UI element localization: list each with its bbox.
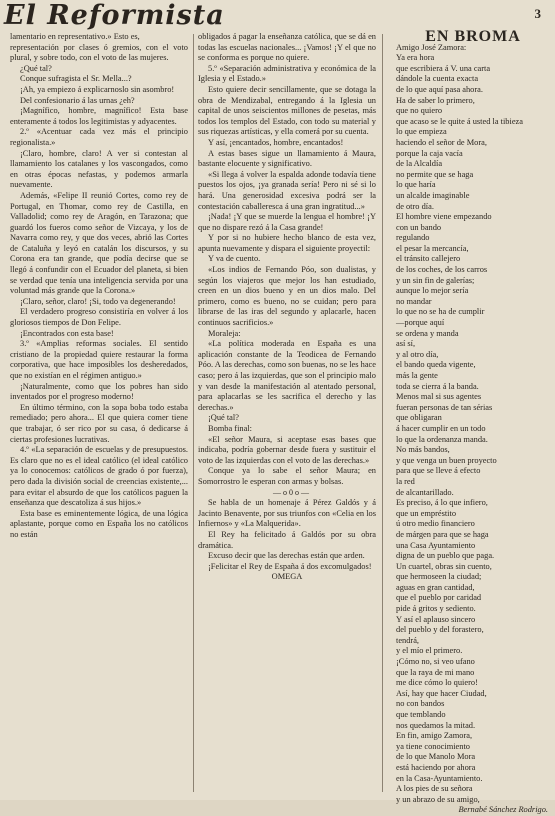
poem-line: más la gente (396, 371, 438, 380)
paragraph: El Rey ha felicitado á Galdós por su obra dramática. (198, 529, 376, 550)
poem-line: un alcalde imaginable (396, 190, 470, 200)
paragraph: Excuso decir que las derechas están que arden. (208, 551, 365, 561)
paragraph: ¡Nada! ¡Y que se muerde la lengua el hombre! ¡Y que no dispare rezó á la Casa grande! (198, 212, 376, 232)
poem-line: de la Alcaldía (396, 159, 443, 169)
paragraph: ¡Claro, hombre, claro! A ver si contestan al llamamiento los catalanes y los vascongados, como en otras épocas nefastas, y podemos armarla nuevamente. (10, 148, 188, 190)
poem-line: no mandar (396, 296, 432, 306)
poem-line: lo que la ordenanza manda. (396, 434, 488, 444)
masthead (4, 2, 544, 30)
column-divider (382, 34, 383, 792)
poem-line: Es preciso, á lo que infiero, (396, 498, 488, 508)
poem-line: se ordena y manda (396, 328, 459, 338)
paragraph: Y va de cuento. (208, 254, 261, 264)
poem-line: porque la caja vacía (396, 148, 463, 158)
poem-line: así sí, (396, 339, 416, 349)
paragraph: 5.º «Separación administrativa y económica de la Iglesia y el Estado.» (198, 63, 376, 84)
poem-line: ú otro medio financiero (396, 519, 475, 529)
poem-line: no permite que se haga (396, 169, 474, 179)
column-2 (198, 32, 376, 583)
author-signature: OMEGA (271, 572, 303, 582)
paragraph: Y así, ¡encantados, hombre, encantados! (208, 137, 344, 147)
poem-line: con un bando (396, 222, 442, 232)
poem-line: á hacer cumplir en un todo (396, 423, 486, 433)
poem-line: En fin, amigo Zamora, (396, 731, 473, 741)
poem-line: una Casa Ayuntamiento (396, 540, 476, 550)
poem-line: de lo que Manolo Mora (396, 752, 476, 762)
poem-line: de márgen para que se haga (396, 529, 489, 539)
paragraph: 3.º «Amplias reformas sociales. El sentido cristiano de la propiedad quiere restaurar la forma corporativa, que hace imposibles los desheredados, que no existían en el régimen antiguo.» (10, 339, 188, 380)
paragraph: ¡Encontrados con esta base! (20, 328, 114, 338)
poem-line: ya tiene conocimiento (396, 741, 470, 751)
poem-line: el tránsito callejero (396, 254, 461, 264)
paragraph: Además, «Felipe II reunió Cortes, como rey de Portugal, en Thomar, como rey de Castilla, en Valladolid; como rey de Aragón, en Tarazona; que guardó los fueros como señor de Vizcaya, y los de Navarra como rey, y que dos veces, abrió las Cortes de Cataluña y leyó en catalán los discursos, y su Corona era tan grande, que podía decirse que se llegó á confundir con el Ecuador del planeta, si bien se verdad que tenía una inteligencia servida por una voluntad más grande que la Corona.» (10, 190, 188, 296)
poem-line: el pesar la mercancía, (396, 243, 469, 253)
poem-line: que un empréstito (396, 508, 457, 518)
poem-line: Ha de saber lo primero, (396, 95, 475, 105)
poem-line: el bando queda vigente, (396, 360, 476, 370)
poem-line: me dice cómo lo quiero! (396, 678, 478, 688)
column-3 (388, 28, 548, 816)
poem-line: Así, hay que hacer Ciudad, (396, 688, 487, 698)
paragraph: ¡Ah, ya empiezo á explicarnoslo sin asombro! (20, 84, 175, 94)
poem-line: que acaso se le quite á usted la tibieza (396, 116, 523, 126)
poem-line: para que se lleve á efecto (396, 466, 481, 476)
paragraph: obligados á pagar la enseñanza católica, que se dá en todas las escuelas nacionales... ¡Vamos! ¡Y el que no se conforma es porque no quiere. (198, 32, 376, 63)
poem-line: A los pies de su señora (396, 784, 473, 794)
paragraph: Esto quiere decir sencillamente, que se dotaga la obra de Mendizabal, entregando á la Iglesia un capital de unos seiscientos millones de pesetas, más todos los templos del Estado, con todo su material y sus riquezas artísticas, y ella comerá por su cuenta. (198, 84, 376, 137)
paragraph: Conque sufragista el Sr. Mella...? (20, 74, 132, 84)
paragraph: Bomba final: (208, 423, 252, 433)
section-title: EN BROMA (425, 28, 521, 45)
page-number: 3 (534, 6, 541, 21)
paragraph: Y por si no hubiere hecho blanco de esta vez, apunta nuevamente y dispara el siguiente proyectil: (198, 233, 376, 253)
poem-line: está haciendo por ahora (396, 762, 476, 772)
poem-line: Menos mal si sus agentes (396, 392, 482, 402)
poem-line: Un cuartel, obras sin cuento, (396, 561, 492, 571)
paragraph: ¿Qué tal? (20, 63, 52, 73)
poem-body (388, 43, 548, 806)
poem-line: que hermoseen la ciudad; (396, 572, 482, 582)
paragraph: ¡Magnífico, hombre, magnífico! Esta base enteramente á todos los legitimistas y adyacentes. (10, 106, 188, 126)
poem-line: y el mío el primero. (396, 646, 463, 656)
poem-line: que no quiero (396, 106, 443, 116)
paragraph: representación por clases ó gremios, con el voto plural, y sobre todo, con el voto de las mujeres. (10, 42, 188, 63)
poem-line: que obligaran (396, 413, 442, 423)
poem-line: la red (396, 476, 415, 486)
poem-line: El hombre viene empezando (396, 212, 492, 222)
poem-line: Y así el aplauso sincero (396, 614, 476, 624)
poem-line: del pueblo y del forastero, (396, 625, 484, 635)
paragraph: «La política moderada en España es una aplicación constante de la Teodicea de Fernando Póo. A las derechas, como son buenas, no se les hace caso; pero á las izquierdas, que son el principio malo y van desde la manifestación al atentado personal, para aplacarlas se les sacrifica el derecho y las derechas.» (198, 339, 376, 412)
poem-line: de alcantarillado. (396, 487, 454, 497)
poem-line: lo que empieza (396, 127, 447, 137)
column-divider (193, 34, 194, 792)
poem-line: No más bandos, (396, 445, 450, 455)
poem-line: nos quedamos la mitad. (396, 720, 476, 730)
paragraph: En último término, con la sopa boba todo estaba remediado; pero ahora... El que quiera comer tiene que trabajar, ó ser rico por su casa, ó dedicarse á ciertas profesiones lucrativas. (10, 402, 188, 444)
paragraph: «Los indios de Fernando Póo, son dualistas, y según los viajeros que mejor los han estudiado, creen en un dios bueno y en un dios malo. Del primero, como es bueno, no se cuidan; pero para librarse de las iras del segundo y aplacarle, hacen continuos sacrificios.» (198, 265, 376, 328)
paragraph: ¡Felicitar el Rey de España á dos excomulgados! (208, 561, 372, 571)
poem-line: en la Casa-Ayuntamiento. (396, 773, 483, 783)
paragraph: lamentario en representativo.» Esto es, (10, 32, 140, 41)
poem-line: y un sin fin de galerías; (396, 275, 475, 285)
poem-line: toda se cierra á la banda. (396, 381, 479, 391)
poem-line: que temblando (396, 710, 446, 719)
paragraph: A estas bases sigue un llamamiento á Maura, bastante elocuente y significativo. (198, 148, 376, 169)
poem-line: regulando (396, 233, 430, 243)
poem-line: de lo que aquí pasa ahora. (396, 84, 483, 94)
poem-line: lo que no se ha de cumplir (396, 307, 485, 317)
poem-line: y un abrazo de su amigo, (396, 794, 480, 804)
paragraph: «Si llega á volver la espalda adonde todavía tiene puestos los ojos, ¡ya granada sería! Pero ni sé si lo hará. Una generosidad excesiva podrá ser la contestación caballeresca á una gran ingratitud...» (198, 169, 376, 211)
paragraph: ¡Claro, señor, claro! ¡Si, todo va degenerando! (20, 296, 176, 306)
paragraph: El verdadero progreso consistiría en volver á los gloriosos tiempos de Don Felipe. (10, 307, 188, 328)
poem-line: Amigo José Zamora: (396, 42, 467, 52)
poem-line: de otro día. (396, 201, 434, 211)
poem-line: de los coches, de los carros (396, 265, 488, 275)
paragraph: ¡Naturalmente, como que los pobres han sido inventados por el progreso moderno! (10, 381, 188, 402)
paragraph: 4.º «La separación de escuelas y de presupuestos. Es claro que no es el ideal católico (el ideal católico ya lo conocemos: católicos de grado ó por fuerza), pero dada la división social de creencias existente,... para evitar el absurdo de que los católicos paguen la enseñanza que descatoliza á sus hijos.» (10, 445, 188, 508)
poem-line: fueran personas de tan sérias (396, 402, 493, 412)
paragraph: Conque ya lo sabe el señor Maura; en Somorrostro le esperan con armas y bolsas. (198, 466, 376, 486)
poem-line: dándole la cuenta exacta (396, 74, 479, 84)
paragraph: Del confesionario á las urnas ¿eh? (20, 95, 135, 105)
poem-line: tendrá, (396, 635, 420, 645)
newspaper-logo: El Reformista (4, 0, 225, 31)
poem-line: Ya era hora (396, 53, 435, 63)
poem-line: haciendo el señor de Mora, (396, 137, 487, 147)
paragraph: Moraleja: (208, 328, 241, 338)
poem-line: —porque aquí (396, 318, 445, 328)
poem-line: y al otro día, (396, 349, 439, 359)
poem-line: y que venga un buen proyecto (396, 455, 497, 465)
ornament-divider: —o0o— (273, 487, 311, 497)
poem-signature: Bernabé Sánchez Rodrigo. (458, 805, 548, 815)
poem-line: lo que haría (396, 180, 436, 190)
column-1 (10, 32, 188, 541)
paragraph: ¡Qué tal? (208, 413, 239, 423)
poem-line: aguas en gran cantidad, (396, 582, 475, 592)
poem-line: pide á gritos y sediento. (396, 604, 476, 614)
poem-line: que la raya de mi mano (396, 667, 475, 677)
poem-line: ¡Cómo no, si veo ufano (396, 657, 475, 667)
poem-line: no con bandos (396, 699, 445, 709)
paragraph: Esta base es eminentemente lógica, de una lógica aplastante, porque como en España los no católicos no están (10, 508, 188, 539)
paragraph: 2.º «Acentuar cada vez más el principio regionalista.» (10, 127, 188, 147)
poem-line: que escribiera á V. una carta (396, 63, 491, 73)
paragraph: Se habla de un homenaje á Pérez Galdós y á Jacinto Benavente, por sus triunfos con «Celia en los Infiernos» y «La Malquerida». (198, 498, 376, 529)
poem-line: aunque lo mejor sería (396, 286, 469, 296)
poem-line: digna de un pueblo que paga. (396, 551, 495, 561)
poem-line: que el pueblo por caridad (396, 593, 482, 603)
paragraph: «El señor Maura, si aceptase esas bases que indicaba, podría gobernar desde fuera y sustituir el voto de las izquierdas con el voto de las derechas.» (198, 434, 376, 465)
